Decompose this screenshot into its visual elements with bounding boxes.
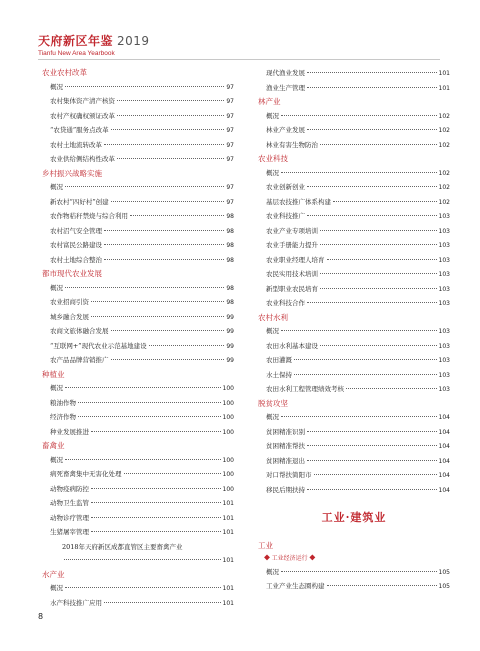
toc-entry-title: 农田水利基本建设 xyxy=(266,341,318,350)
toc-subsection-heading[interactable]: ◆ 工业经济运行 ◆ xyxy=(264,555,316,562)
toc-entry[interactable] xyxy=(42,152,234,167)
toc-entry-page: 101 xyxy=(222,599,234,607)
dot-leader xyxy=(333,201,437,202)
toc-entry-page: 97 xyxy=(226,83,234,91)
toc-entry-page: 98 xyxy=(226,213,234,220)
dot-leader xyxy=(104,144,224,145)
dot-leader xyxy=(281,115,437,116)
dot-leader xyxy=(65,387,221,388)
dot-leader xyxy=(307,460,437,461)
dot-leader xyxy=(307,186,437,187)
toc-entry-page: 105 xyxy=(438,568,450,576)
toc-entry-title: 农村土地流转改革 xyxy=(50,140,102,149)
toc-entry-title: 基层农技推广体系构建 xyxy=(266,197,331,206)
dot-leader xyxy=(314,474,437,475)
toc-entry-title: 水土保持 xyxy=(266,370,292,379)
toc-entry-page: 101 xyxy=(222,585,234,592)
toc-entry-page: 98 xyxy=(226,256,234,264)
toc-entry-page: 104 xyxy=(438,443,450,450)
toc-entry-title: 农业科技推广 xyxy=(266,212,305,220)
header-divider xyxy=(38,59,440,60)
toc-entry-title: 工业产业生态圈构建 xyxy=(266,582,325,590)
toc-entry-page: 100 xyxy=(222,414,234,421)
toc-entry-title: 林业有害生物防治 xyxy=(266,140,318,149)
dot-leader xyxy=(281,571,437,572)
toc-entry[interactable] xyxy=(258,209,450,224)
toc-entry[interactable] xyxy=(42,581,234,596)
toc-entry-title: 农田水利工程管理绩效考核 xyxy=(266,385,344,393)
toc-entry[interactable] xyxy=(42,310,234,325)
toc-section-heading[interactable]: 乡村振兴战略实施 xyxy=(42,168,102,178)
toc-entry[interactable] xyxy=(42,281,234,296)
book-subtitle: Tianfu New Area Yearbook xyxy=(38,50,115,57)
toc-entry-title: 概况 xyxy=(50,384,63,392)
toc-entry-title: 现代渔业发展 xyxy=(266,69,305,77)
dot-leader xyxy=(149,345,225,346)
toc-entry-title: 农业科技合作 xyxy=(266,299,305,307)
dot-leader xyxy=(320,244,437,245)
toc-entry-page: 102 xyxy=(438,184,450,191)
toc-entry[interactable] xyxy=(258,180,450,195)
toc-entry-page: 102 xyxy=(438,112,450,120)
dot-leader xyxy=(320,230,437,231)
toc-entry[interactable] xyxy=(42,453,234,468)
toc-entry[interactable] xyxy=(258,123,450,138)
toc-entry-title: “互联网+”现代农业示范基地建设 xyxy=(50,341,147,350)
toc-entry[interactable] xyxy=(42,109,234,124)
toc-entry[interactable] xyxy=(258,282,450,297)
dot-leader xyxy=(307,302,437,303)
dot-leader xyxy=(294,374,437,375)
toc-entry[interactable] xyxy=(258,296,450,311)
toc-entry[interactable] xyxy=(42,467,234,482)
toc-entry-title: 贫困精准退出 xyxy=(266,456,305,465)
toc-entry-title: 生猪屠宰管理 xyxy=(50,528,89,536)
toc-entry[interactable] xyxy=(42,80,234,95)
toc-entry-page: 104 xyxy=(438,486,450,494)
toc-entry-page: 97 xyxy=(226,112,234,120)
toc-entry-title: 农商文旅体融合发展 xyxy=(50,327,109,335)
toc-entry-title: 农村集体资产清产核资 xyxy=(50,97,115,105)
toc-entry-page: 102 xyxy=(438,127,450,134)
dot-leader xyxy=(307,129,437,130)
dot-leader xyxy=(281,416,437,417)
toc-entry-title: 概况 xyxy=(266,327,279,335)
dot-leader xyxy=(78,402,221,403)
toc-entry[interactable] xyxy=(258,66,450,81)
toc-entry-page: 103 xyxy=(438,386,450,393)
toc-entry[interactable] xyxy=(42,295,234,310)
toc-entry-page: 101 xyxy=(222,500,234,507)
toc-entry[interactable] xyxy=(258,138,450,153)
toc-entry[interactable] xyxy=(258,468,450,483)
toc-entry-page: 103 xyxy=(438,256,450,264)
toc-right-column xyxy=(258,66,450,594)
toc-entry-page: 103 xyxy=(438,285,450,293)
toc-entry-page: 98 xyxy=(226,242,234,249)
toc-entry-page: 102 xyxy=(438,198,450,206)
toc-entry-page: 100 xyxy=(222,456,234,464)
toc-entry-title: 概况 xyxy=(266,111,279,120)
toc-entry[interactable] xyxy=(258,224,450,239)
toc-entry-title: 种业发展推进 xyxy=(50,427,89,436)
toc-entry[interactable] xyxy=(42,410,234,425)
part-heading[interactable]: 工业·建筑业 xyxy=(321,511,387,524)
toc-entry-page: 103 xyxy=(438,300,450,307)
toc-entry-page: 103 xyxy=(438,271,450,278)
toc-entry[interactable] xyxy=(42,123,234,138)
toc-section-heading[interactable]: 农业农村改革 xyxy=(42,68,87,77)
dot-leader xyxy=(104,259,224,260)
toc-entry-page: 97 xyxy=(226,184,234,191)
toc-left-column xyxy=(42,66,234,610)
toc-entry-page: 100 xyxy=(222,471,234,478)
dot-leader xyxy=(117,115,224,116)
dot-leader xyxy=(346,388,437,389)
toc-entry-page: 101 xyxy=(438,84,450,92)
dot-leader xyxy=(65,287,224,288)
toc-entry-page: 104 xyxy=(438,457,450,465)
toc-entry-page: 101 xyxy=(438,70,450,77)
dot-leader xyxy=(327,585,437,586)
page-number: 8 xyxy=(38,612,44,621)
toc-section-heading[interactable]: 工业 xyxy=(258,541,273,550)
dot-leader xyxy=(78,416,221,417)
toc-entry-title: 农村沼气安全管理 xyxy=(50,226,102,235)
toc-entry-page: 100 xyxy=(222,428,234,436)
toc-entry-page: 103 xyxy=(438,328,450,335)
dot-leader xyxy=(327,259,437,260)
toc-entry[interactable] xyxy=(258,439,450,454)
toc-entry-page: 105 xyxy=(438,583,450,590)
toc-section-heading[interactable]: 种植业 xyxy=(42,369,65,379)
toc-entry[interactable] xyxy=(258,324,450,339)
toc-section-heading[interactable]: 都市现代农业发展 xyxy=(42,269,102,278)
toc-entry-page: 103 xyxy=(438,357,450,364)
dot-leader xyxy=(104,230,224,231)
dot-leader xyxy=(124,473,221,474)
toc-entry[interactable] xyxy=(258,579,450,594)
toc-entry-page: 98 xyxy=(226,284,234,292)
dot-leader xyxy=(307,215,437,216)
toc-entry-page: 103 xyxy=(438,371,450,379)
toc-entry[interactable] xyxy=(42,425,234,440)
toc-entry-title: 概况 xyxy=(50,283,63,292)
toc-entry-title: 概况 xyxy=(50,584,63,592)
toc-entry-title: 农产品品牌营销推广 xyxy=(50,356,109,364)
toc-entry[interactable] xyxy=(42,496,234,511)
toc-entry-title: 农村产权确权颁证改革 xyxy=(50,111,115,120)
toc-entry[interactable] xyxy=(42,525,234,540)
toc-entry-page: 104 xyxy=(438,414,450,421)
toc-entry-page: 101 xyxy=(222,529,234,536)
toc-entry-title: 农村富民公路建设 xyxy=(50,241,102,249)
toc-entry-title: 农业招商引资 xyxy=(50,298,89,306)
dot-leader xyxy=(320,345,437,346)
dot-leader xyxy=(65,587,221,588)
dot-leader xyxy=(117,158,224,159)
toc-entry-page: 98 xyxy=(226,299,234,306)
toc-entry[interactable] xyxy=(258,410,450,425)
dot-leader xyxy=(91,488,221,489)
toc-entry-title: 农业产业专项培训 xyxy=(266,226,318,235)
toc-entry[interactable] xyxy=(42,353,234,368)
dot-leader xyxy=(281,172,437,173)
dot-leader xyxy=(65,86,224,87)
dot-leader xyxy=(307,445,437,446)
toc-entry-page: 97 xyxy=(226,127,234,134)
toc-entry-title: “农贷通”服务点改革 xyxy=(50,126,109,134)
dot-leader xyxy=(320,144,437,145)
toc-entry-page: 97 xyxy=(226,141,234,149)
dot-leader xyxy=(104,602,221,603)
toc-entry-title: 经济作物 xyxy=(50,413,76,421)
toc-entry[interactable] xyxy=(258,253,450,268)
dot-leader xyxy=(130,215,224,216)
toc-entry[interactable] xyxy=(42,195,234,210)
toc-entry-title: 农业手册能力提升 xyxy=(266,241,318,249)
dot-leader xyxy=(91,517,221,518)
toc-entry[interactable] xyxy=(42,396,234,411)
toc-entry-page: 103 xyxy=(438,242,450,249)
toc-entry-page: 100 xyxy=(222,399,234,407)
toc-entry[interactable] xyxy=(258,81,450,96)
toc-entry-page: 103 xyxy=(438,213,450,220)
toc-entry-page: 101 xyxy=(222,556,234,564)
dot-leader xyxy=(111,129,225,130)
toc-section-heading[interactable]: 农业科技 xyxy=(258,154,288,163)
toc-entry[interactable] xyxy=(42,224,234,239)
toc-entry-page: 97 xyxy=(226,156,234,163)
toc-entry-page: 101 xyxy=(222,514,234,522)
toc-entry-title: 对口帮扶简阳市 xyxy=(266,471,312,479)
toc-entry-page: 102 xyxy=(438,169,450,177)
toc-entry[interactable] xyxy=(42,94,234,109)
toc-entry[interactable] xyxy=(42,324,234,339)
dot-leader xyxy=(307,489,437,490)
toc-entry[interactable] xyxy=(42,209,234,224)
toc-entry-page: 103 xyxy=(438,342,450,350)
toc-entry[interactable] xyxy=(42,180,234,195)
toc-entry-title: 概况 xyxy=(50,183,63,191)
book-title: 天府新区年鉴 2019 xyxy=(38,34,150,48)
dot-leader xyxy=(65,459,221,460)
dot-leader xyxy=(320,273,437,274)
toc-entry[interactable] xyxy=(258,267,450,282)
toc-entry[interactable] xyxy=(258,425,450,440)
dot-leader xyxy=(111,359,225,360)
toc-entry-title: 贫困精准识别 xyxy=(266,427,305,436)
dot-leader xyxy=(307,431,437,432)
dot-leader xyxy=(111,330,225,331)
toc-entry-page: 104 xyxy=(438,428,450,436)
toc-entry[interactable] xyxy=(42,138,234,153)
toc-section-heading[interactable]: 农村水利 xyxy=(258,312,288,322)
toc-entry-table[interactable] xyxy=(42,540,234,568)
toc-entry[interactable] xyxy=(258,483,450,498)
dot-leader xyxy=(91,531,221,532)
toc-entry-page: 98 xyxy=(226,227,234,235)
toc-entry[interactable] xyxy=(42,596,234,611)
toc-entry-title: 渔业生产管理 xyxy=(266,83,305,92)
toc-entry[interactable] xyxy=(258,382,450,397)
toc-entry-page: 99 xyxy=(226,328,234,335)
toc-entry-page: 99 xyxy=(226,342,234,350)
toc-entry-page: 97 xyxy=(226,98,234,105)
dot-leader xyxy=(64,559,221,560)
toc-entry-title: 2018年天府新区成都直管区主要畜禽产业 xyxy=(62,542,183,551)
toc-entry[interactable] xyxy=(258,353,450,368)
toc-entry-title: 城乡融合发展 xyxy=(50,312,89,321)
dot-leader xyxy=(320,288,437,289)
toc-entry-title: 概况 xyxy=(266,567,279,576)
toc-entry[interactable] xyxy=(258,166,450,181)
toc-entry-title: 林业产业发展 xyxy=(266,126,305,134)
toc-entry-page: 102 xyxy=(438,141,450,149)
toc-entry-title: 农民实用技术培训 xyxy=(266,270,318,278)
toc-entry-title: 农作物秸秆禁烧与综合利用 xyxy=(50,212,128,220)
toc-entry-page: 99 xyxy=(226,313,234,321)
toc-entry-title: 病死畜禽集中无害化处理 xyxy=(50,470,122,478)
toc-entry[interactable] xyxy=(42,381,234,396)
toc-section-heading[interactable]: 脱贫攻坚 xyxy=(258,398,288,408)
toc-entry[interactable] xyxy=(42,339,234,354)
toc-entry[interactable] xyxy=(258,368,450,383)
toc-entry-page: 104 xyxy=(438,472,450,479)
dot-leader xyxy=(65,186,224,187)
book-year: 2019 xyxy=(117,34,150,48)
dot-leader xyxy=(281,330,437,331)
toc-entry-page: 103 xyxy=(438,227,450,235)
toc-entry-title: 概况 xyxy=(266,168,279,177)
dot-leader xyxy=(117,100,224,101)
dot-leader xyxy=(91,502,221,503)
toc-entry[interactable] xyxy=(258,565,450,580)
toc-entry-title: 新农村“四好村”创建 xyxy=(50,197,109,206)
toc-entry[interactable] xyxy=(258,109,450,124)
toc-entry[interactable] xyxy=(258,195,450,210)
dot-leader xyxy=(91,431,221,432)
toc-section-heading[interactable]: 畜禽业 xyxy=(42,441,65,450)
dot-leader xyxy=(91,316,224,317)
toc-entry[interactable] xyxy=(258,238,450,253)
toc-entry[interactable] xyxy=(42,253,234,268)
toc-entry-title: 动物疫病防控 xyxy=(50,484,89,493)
toc-entry-page: 100 xyxy=(222,485,234,493)
toc-entry[interactable] xyxy=(258,454,450,469)
toc-entry-title: 农业供给侧结构性改革 xyxy=(50,155,115,163)
dot-leader xyxy=(91,301,224,302)
toc-section-heading[interactable]: 林产业 xyxy=(258,97,281,106)
toc-entry-title: 动物诊疗管理 xyxy=(50,513,89,522)
toc-entry-page: 100 xyxy=(222,385,234,392)
dot-leader xyxy=(104,244,224,245)
toc-entry-title: 农田灌溉 xyxy=(266,356,292,364)
toc-entry-title: 水产科技推广应用 xyxy=(50,598,102,607)
dot-leader xyxy=(111,201,225,202)
toc-section-heading[interactable]: 水产业 xyxy=(42,569,65,579)
page-header xyxy=(38,32,150,57)
toc-entry[interactable] xyxy=(42,238,234,253)
dot-leader xyxy=(307,87,437,88)
dot-leader xyxy=(307,72,437,73)
toc-entry[interactable] xyxy=(42,511,234,526)
toc-entry-title: 农村土地综合整治 xyxy=(50,255,102,264)
toc-entry-title: 概况 xyxy=(50,82,63,91)
toc-entry-title: 动物卫生监管 xyxy=(50,499,89,507)
toc-entry[interactable] xyxy=(258,339,450,354)
toc-entry-title: 粮油作物 xyxy=(50,398,76,407)
toc-entry-title: 农业创新创业 xyxy=(266,183,305,191)
toc-entry-title: 新型职业农民培育 xyxy=(266,284,318,293)
toc-entry[interactable] xyxy=(42,482,234,497)
toc-entry-title: 移民后期扶持 xyxy=(266,485,305,494)
toc-entry-page: 97 xyxy=(226,198,234,206)
toc-entry-title: 农业职业经理人培育 xyxy=(266,255,325,264)
dot-leader xyxy=(294,359,437,360)
toc-entry-page: 99 xyxy=(226,357,234,364)
toc-entry-title: 概况 xyxy=(50,455,63,464)
toc-entry-title: 贫困精准帮扶 xyxy=(266,442,305,450)
toc-entry-title: 概况 xyxy=(266,413,279,421)
